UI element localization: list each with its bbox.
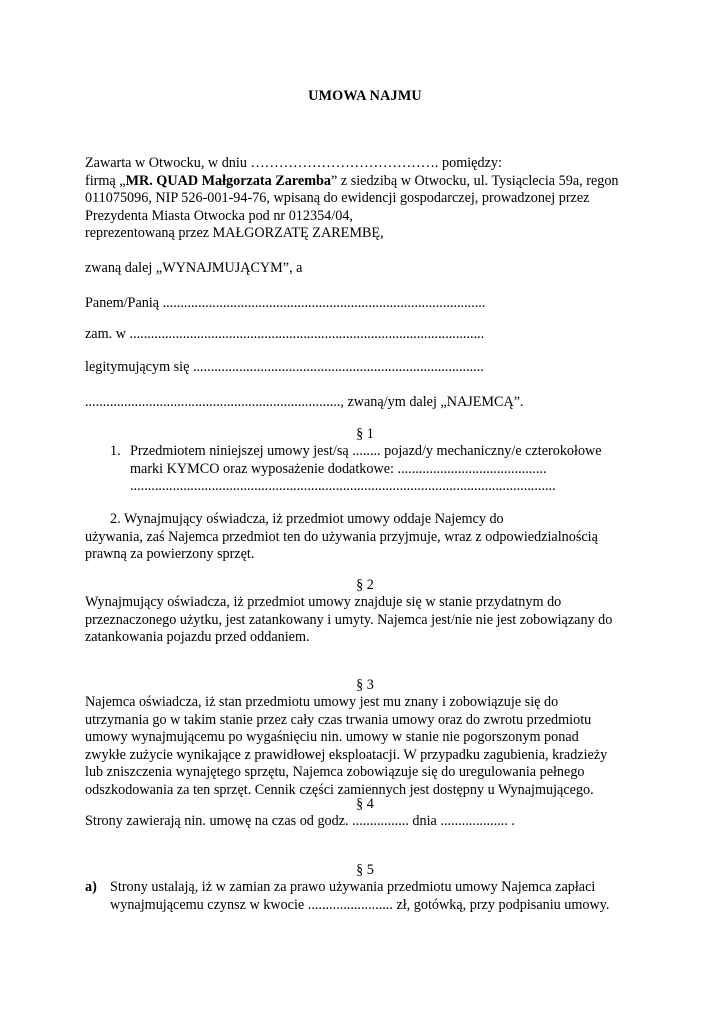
point-line: ........................................................................................................................ xyxy=(130,478,556,495)
point-line: Strony ustalają, iż w zamian za prawo używania przedmiotu umowy Najemca zapłaci xyxy=(110,879,596,895)
intro-line: Prezydenta Miasta Otwocka pod nr 012354/04, xyxy=(85,207,353,224)
document-title: UMOWA NAJMU xyxy=(308,88,422,104)
zwana-line: zwaną dalej „WYNAJMUJĄCYM”, a xyxy=(85,260,303,276)
legit-field: legitymującym się .................................................................................. xyxy=(85,359,484,375)
section-1-heading: § 1 xyxy=(356,426,374,442)
section-5-point-a xyxy=(85,879,645,914)
point-label: a) xyxy=(85,879,97,895)
point-line: Przedmiotem niniejszej umowy jest/są ........ pojazd/y mechaniczny/e czterokołowe xyxy=(130,443,602,459)
zam-field: zam. w .................................................................................................... xyxy=(85,326,485,342)
text-line: lub zniszczenia wynajętego sprzętu, Najemca zobowiązuje się do uregulowania pełnego xyxy=(85,764,585,781)
company-name: MR. QUAD Małgorzata Zaremba xyxy=(125,172,331,189)
section-4-heading: § 4 xyxy=(356,796,374,812)
point-line: wynajmującemu czynsz w kwocie ........................ zł, gotówką, przy podpisaniu umowy. xyxy=(110,896,610,913)
text-line: Wynajmujący oświadcza, iż przedmiot umowy znajduje się w stanie przydatnym do xyxy=(85,594,562,610)
section-4-text: Strony zawierają nin. umowę na czas od godz. ................ dnia ................... . xyxy=(85,813,515,829)
text-line: zatankowania pojazdu przed oddaniem. xyxy=(85,629,310,646)
point-line: 2. Wynajmujący oświadcza, iż przedmiot umowy oddaje Najemcy do xyxy=(110,511,504,527)
section-5-heading: § 5 xyxy=(356,862,374,878)
najemca-field: ........................................................................, zwaną/ym dalej „NAJEMCĄ”. xyxy=(85,394,524,410)
section-3-heading: § 3 xyxy=(356,677,374,693)
section-1-point-2 xyxy=(85,511,645,564)
point-line: używania, zaś Najemca przedmiot ten do używania przyjmuje, wraz z odpowiedzialnością xyxy=(85,528,598,545)
text-line: zwykłe zużycie wynikające z prawidłowej eksploatacji. W przypadku zagubienia, kradzieży xyxy=(85,746,608,763)
section-1-point-1 xyxy=(85,443,645,496)
text-line: umowy wynajmującemu po wygaśnięciu nin. umowy w stanie nie pogorszonym ponad xyxy=(85,729,579,746)
intro-line xyxy=(85,173,645,191)
intro-paragraph xyxy=(85,155,645,243)
point-line: prawną za powierzony sprzęt. xyxy=(85,546,255,563)
intro-text: ” z siedzibą w Otwocku, ul. Tysiąclecia 59a, regon xyxy=(331,172,619,189)
intro-line: reprezentowaną przez MAŁGORZATĘ ZAREMBĘ, xyxy=(85,225,384,242)
text-line: utrzymania go w takim stanie przez cały czas trwania umowy oraz do zwrotu przedmiotu xyxy=(85,711,592,728)
intro-line: Zawarta w Otwocku, w dniu …………………………………. pomiędzy: xyxy=(85,155,502,171)
text-line: odszkodowania za ten sprzęt. Cennik części zamiennych jest dostępny u Wynajmującego. xyxy=(85,781,594,798)
text-line: przeznaczonego użytku, jest zatankowany i umyty. Najemca jest/nie nie jest zobowiązany do xyxy=(85,611,613,628)
section-2-text xyxy=(85,594,645,647)
section-2-heading: § 2 xyxy=(356,577,374,593)
section-3-text xyxy=(85,694,645,800)
panem-field: Panem/Panią ........................................................................................... xyxy=(85,295,486,311)
intro-text: firmą „ xyxy=(85,172,126,189)
point-number: 1. xyxy=(110,443,121,459)
text-line: Najemca oświadcza, iż stan przedmiotu umowy jest mu znany i zobowiązuje się do xyxy=(85,694,559,710)
point-line: marki KYMCO oraz wyposażenie dodatkowe: .......................................... xyxy=(130,460,547,477)
intro-line: 011075096, NIP 526-001-94-76, wpisaną do ewidencji gospodarczej, prowadzonej przez xyxy=(85,190,590,207)
